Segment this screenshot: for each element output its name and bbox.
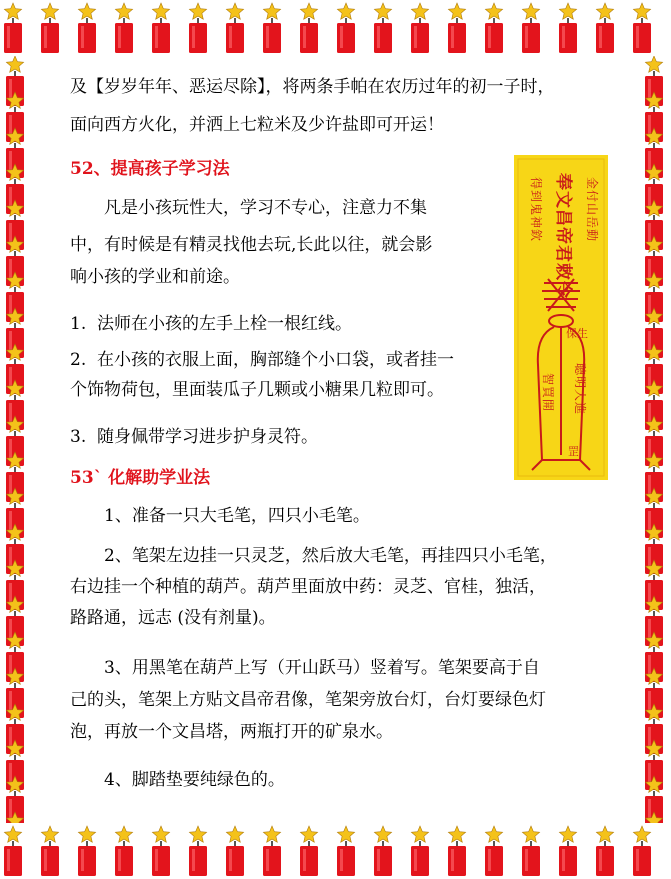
list-item-3-text: 随身佩带学习进步护身灵符。 — [97, 427, 319, 447]
candle-ornament — [226, 826, 244, 876]
candle-ornament — [300, 826, 318, 876]
talisman-right-text: 金付山岳動 — [585, 177, 599, 243]
talisman-bottom-text: 罡 — [568, 445, 579, 458]
candle-ornament — [596, 826, 614, 876]
candle-ornament — [41, 3, 59, 53]
list-item-3 — [70, 425, 318, 449]
candle-ornament — [152, 3, 170, 53]
section-53-step-2-line-1: 2、笔架左边挂一只灵芝，然后放大毛笔，再挂四只小毛笔， — [104, 546, 557, 566]
candle-ornament — [411, 826, 429, 876]
candle-ornament — [633, 826, 651, 876]
candle-ornament — [189, 826, 207, 876]
candle-border-right — [637, 56, 671, 823]
talisman-lower-left-text: 智買開 — [541, 373, 555, 413]
section-53-heading: 53` 化解助学业法 — [70, 468, 211, 488]
talisman-center-text: 奉文昌帝君敕令 — [553, 173, 573, 299]
candle-ornament — [300, 3, 318, 53]
candle-ornament — [4, 3, 22, 53]
candle-ornament — [263, 826, 281, 876]
candle-ornament — [337, 826, 355, 876]
candle-border-bottom — [0, 823, 671, 879]
section-52-para-line-2: 中，有时候是有精灵找他去玩,长此以往，就会影 — [70, 235, 433, 255]
candle-ornament — [337, 3, 355, 53]
section-52-para-line-1: 凡是小孩玩性大，学习不专心，注意力不集 — [104, 198, 427, 218]
section-53-step-4: 4、脚踏垫要纯绿色的。 — [104, 770, 285, 790]
intro-line-1: 及【岁岁年年、恶运尽除】，将两条手帕在农历过年的初一子时， — [70, 77, 555, 97]
list-item-2-number: 2. — [70, 350, 87, 370]
list-item-2-continuation: 个饰物荷包，里面装瓜子几颗或小糖果几粒即可。 — [70, 380, 444, 400]
candle-ornament — [559, 826, 577, 876]
list-item-1-text: 法师在小孩的左手上栓一根红线。 — [97, 314, 353, 334]
candle-ornament — [115, 3, 133, 53]
section-53-step-2-line-3: 路路通，远志 (没有剂量)。 — [70, 608, 276, 628]
section-53-step-3-line-2: 己的头，笔架上方贴文昌帝君像，笔架旁放台灯，台灯要绿色灯 — [70, 690, 546, 710]
candle-ornament — [78, 3, 96, 53]
candle-ornament — [4, 826, 22, 876]
candle-ornament — [374, 3, 392, 53]
candle-ornament — [41, 826, 59, 876]
candle-ornament — [633, 3, 651, 53]
candle-ornament — [263, 3, 281, 53]
candle-ornament — [374, 826, 392, 876]
list-item-2 — [70, 348, 454, 372]
candle-ornament — [485, 826, 503, 876]
talisman-left-text: 得到鬼神欽 — [529, 177, 543, 243]
talisman-image — [514, 155, 608, 480]
section-53-step-2-line-2: 右边挂一个种植的葫芦。葫芦里面放中药：灵芝、官桂，独活， — [70, 577, 546, 597]
candle-ornament — [226, 3, 244, 53]
candle-ornament — [522, 826, 540, 876]
candle-border-top — [0, 0, 671, 56]
candle-ornament — [522, 3, 540, 53]
candle-ornament — [189, 3, 207, 53]
list-item-3-number: 3. — [70, 427, 87, 447]
list-item-1-number: 1. — [70, 314, 87, 334]
section-52-para-line-3: 响小孩的学业和前途。 — [70, 267, 240, 287]
talisman-lower-right-text: 聰明大進 — [573, 363, 587, 416]
talisman-middle-text: 保生 — [566, 327, 588, 340]
candle-ornament — [559, 3, 577, 53]
candle-ornament — [448, 826, 466, 876]
candle-border-left — [0, 56, 34, 823]
candle-ornament — [115, 826, 133, 876]
section-53-step-3-line-1: 3、用黑笔在葫芦上写（开山跃马）竖着写。笔架要高于自 — [104, 658, 540, 678]
candle-ornament — [448, 3, 466, 53]
section-53-step-1: 1、准备一只大毛笔，四只小毛笔。 — [104, 506, 370, 526]
section-53-step-3-line-3: 泡，再放一个文昌塔，两瓶打开的矿泉水。 — [70, 722, 393, 742]
candle-ornament — [152, 826, 170, 876]
candle-ornament — [411, 3, 429, 53]
list-item-1 — [70, 312, 352, 336]
candle-ornament — [78, 826, 96, 876]
candle-ornament — [485, 3, 503, 53]
list-item-2-text: 在小孩的衣服上面，胸部缝个小口袋，或者挂一 — [97, 350, 455, 370]
candle-ornament — [596, 3, 614, 53]
intro-line-2: 面向西方火化，并洒上七粒米及少许盐即可开运！ — [70, 115, 444, 135]
section-52-heading: 52、提高孩子学习法 — [70, 159, 230, 179]
